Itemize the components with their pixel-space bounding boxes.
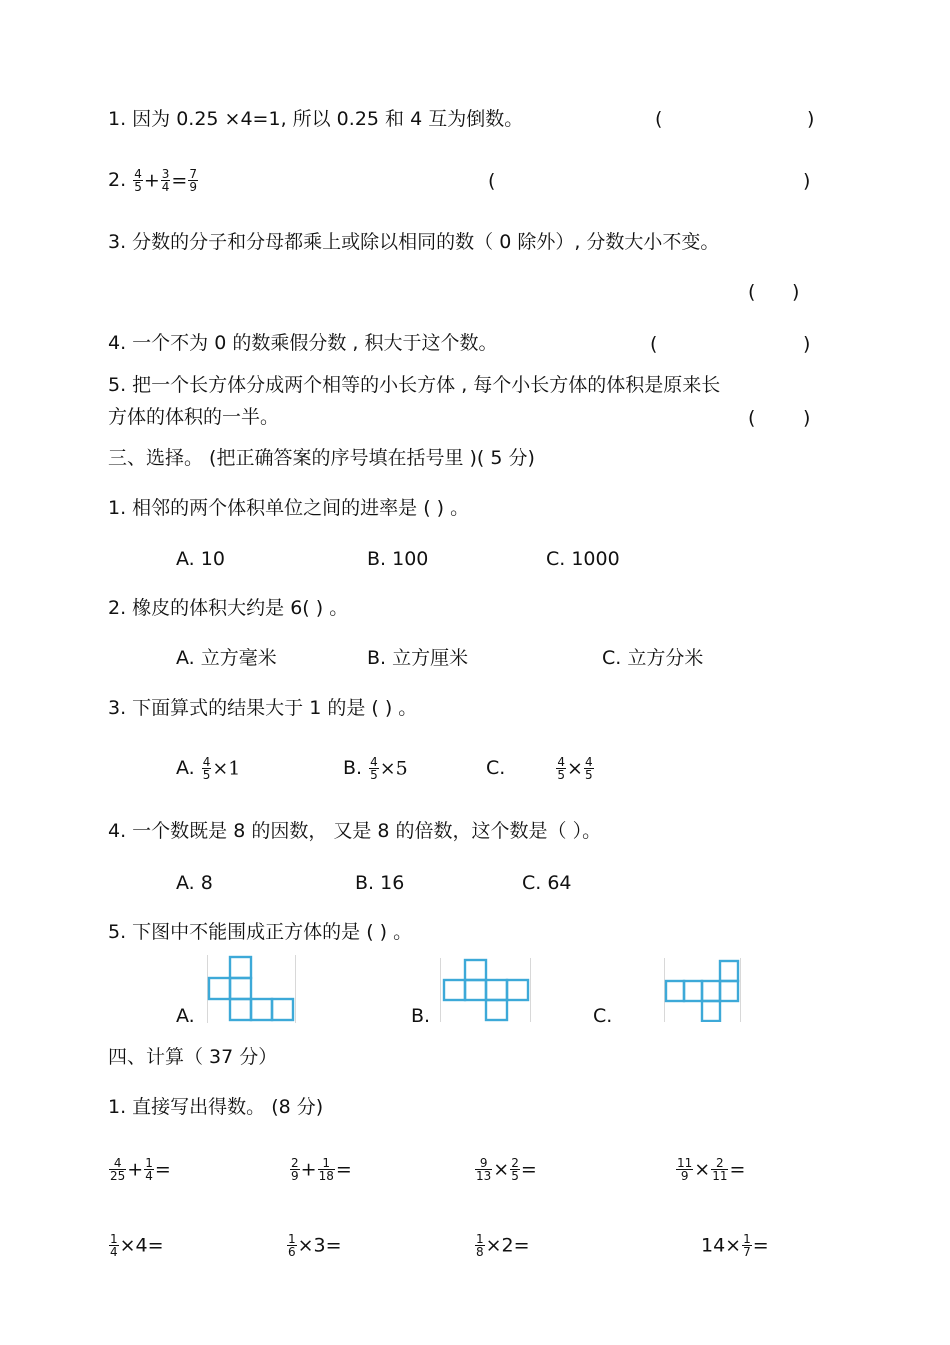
section-choice-heading: 三、选择。 (把正确答案的序号填在括号里 )( 5 分): [108, 447, 535, 469]
judge-q2-number: 2.: [108, 169, 127, 191]
calc-r2-item-3: $\frac{1}{8}$ ×2=: [476, 1232, 530, 1259]
fraction: $\frac{1}{6}$: [288, 1232, 296, 1259]
choice-q1-option-b: B. 100: [367, 548, 429, 570]
choice-q3-option-a: A. $\frac{4}{5}$ ×1: [176, 755, 241, 782]
answer-paren-open: (: [650, 333, 658, 355]
fraction: $\frac{4}{5}$: [370, 755, 378, 782]
calc-r1-item-3: $\frac{9}{13}$ × $\frac{2}{5}$ =: [476, 1156, 537, 1183]
choice-q2: 2. 橡皮的体积大约是 6( ) 。: [108, 597, 349, 619]
choice-q3-option-b: B. $\frac{4}{5}$ ×5: [343, 755, 408, 782]
fraction: $\frac{1}{8}$: [476, 1232, 484, 1259]
calc-r2-item-1: $\frac{1}{4}$ ×4=: [110, 1232, 164, 1259]
cube-net-c: [664, 958, 742, 1022]
calc-sub1: 1. 直接写出得数。 (8 分): [108, 1096, 324, 1118]
choice-q5-option-a: A.: [176, 1005, 195, 1027]
fraction: $\frac{1}{4}$: [110, 1232, 118, 1259]
fraction: $\frac{4}{5}$: [202, 755, 211, 782]
choice-q1-option-c: C. 1000: [546, 548, 620, 570]
answer-paren-open: (: [655, 108, 663, 130]
judge-q1: 1. 因为 0.25 ×4=1, 所以 0.25 和 4 互为倒数。: [108, 108, 524, 130]
fraction: $\frac{4}{5}$: [557, 755, 566, 782]
answer-paren-close: ): [792, 281, 800, 303]
calc-r2-item-2: $\frac{1}{6}$ ×3=: [288, 1232, 342, 1259]
fraction: $\frac{4}{5}$: [134, 167, 142, 194]
answer-paren-open: (: [488, 170, 496, 192]
answer-paren-open: (: [748, 281, 756, 303]
choice-q5-option-c: C.: [593, 1005, 613, 1027]
choice-q1-option-a: A. 10: [176, 548, 225, 570]
fraction: $\frac{3}{4}$: [161, 167, 170, 194]
answer-paren-close: ): [807, 108, 815, 130]
fraction: $\frac{1}{18}$: [318, 1156, 334, 1183]
calc-r1-item-2: $\frac{2}{9}$ + $\frac{1}{18}$ =: [291, 1156, 352, 1183]
calc-r1-item-4: $\frac{11}{9}$ × $\frac{2}{11}$ =: [677, 1156, 746, 1183]
fraction: $\frac{4}{5}$: [584, 755, 593, 782]
choice-q2-option-b: B. 立方厘米: [367, 647, 469, 669]
answer-paren-close: ): [803, 170, 811, 192]
fraction: $\frac{7}{9}$: [189, 167, 197, 194]
choice-q2-option-c: C. 立方分米: [602, 647, 704, 669]
answer-paren-open: (: [748, 407, 756, 429]
cube-net-a: [207, 955, 297, 1023]
choice-q4-option-a: A. 8: [176, 872, 213, 894]
calc-r1-item-1: $\frac{4}{25}$ + $\frac{1}{4}$ =: [110, 1156, 171, 1183]
fraction: $\frac{2}{5}$: [511, 1156, 519, 1183]
judge-q5-line2: 方体的体积的一半。: [108, 406, 280, 428]
answer-paren-close: ): [803, 407, 811, 429]
fraction: $\frac{1}{4}$: [145, 1156, 153, 1183]
choice-q5-option-b: B.: [411, 1005, 431, 1027]
choice-q5: 5. 下图中不能围成正方体的是 ( ) 。: [108, 921, 413, 943]
choice-q3: 3. 下面算式的结果大于 1 的是 ( ) 。: [108, 697, 418, 719]
section-calc-heading: 四、计算（ 37 分）: [108, 1046, 278, 1068]
judge-q4: 4. 一个不为 0 的数乘假分数 , 积大于这个数。: [108, 332, 498, 354]
choice-q4: 4. 一个数既是 8 的因数， 又是 8 的倍数，这个数是（ ）。: [108, 820, 602, 842]
fraction: $\frac{9}{13}$: [476, 1156, 492, 1183]
calc-r2-item-4: 14× $\frac{1}{7}$ =: [701, 1232, 769, 1259]
choice-q2-option-a: A. 立方毫米: [176, 647, 277, 669]
choice-q3-option-c: C. $\frac{4}{5}$ × $\frac{4}{5}$: [486, 755, 593, 782]
answer-paren-close: ): [803, 333, 811, 355]
cube-net-b: [440, 958, 532, 1022]
judge-q5-line1: 5. 把一个长方体分成两个相等的小长方体 , 每个小长方体的体积是原来长: [108, 374, 721, 396]
fraction: $\frac{4}{25}$: [110, 1156, 126, 1183]
fraction: $\frac{2}{11}$: [712, 1156, 728, 1183]
choice-q4-option-c: C. 64: [522, 872, 572, 894]
choice-q4-option-b: B. 16: [355, 872, 405, 894]
fraction: $\frac{11}{9}$: [677, 1156, 693, 1183]
fraction: $\frac{1}{7}$: [743, 1232, 751, 1259]
judge-q3: 3. 分数的分子和分母都乘上或除以相同的数（ 0 除外）, 分数大小不变。: [108, 231, 720, 253]
fraction: $\frac{2}{9}$: [291, 1156, 299, 1183]
choice-q1: 1. 相邻的两个体积单位之间的进率是 ( ) 。: [108, 497, 470, 519]
judge-q2: 2. $\frac{4}{5}$ + $\frac{3}{4}$ = $\frac{7}{9}$: [108, 167, 197, 194]
